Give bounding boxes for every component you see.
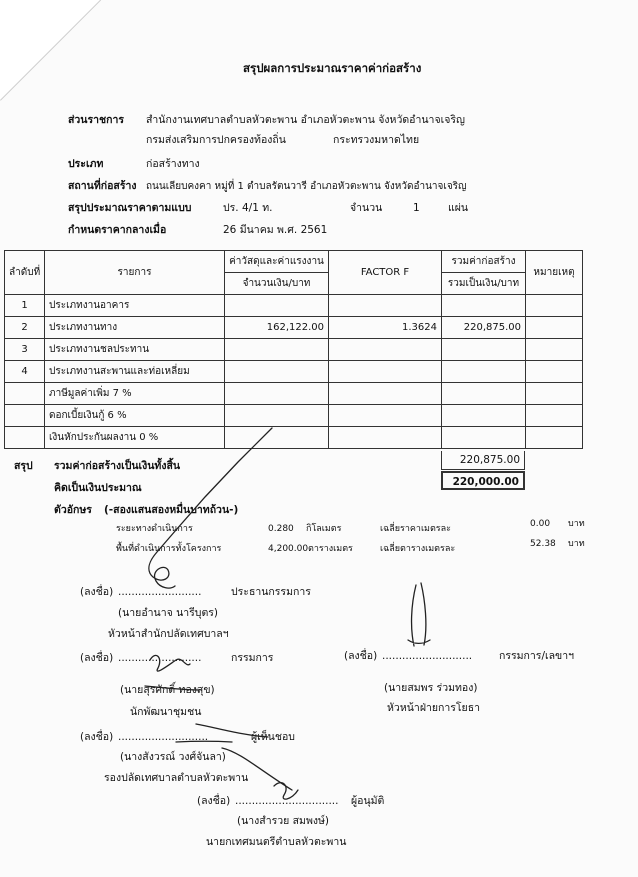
area-label: พื้นที่ดำเนินการทั้งโครงการ [116, 544, 222, 554]
row-cost [225, 361, 329, 383]
row-total [442, 383, 526, 405]
avg-km-unit: บาท [568, 519, 585, 529]
authorizer-role: ผู้อนุมัติ [351, 795, 385, 807]
row-item: ประเภทงานทาง [45, 317, 225, 339]
row-cost [225, 427, 329, 449]
row-total [442, 339, 526, 361]
secretary-title: หัวหน้าฝ่ายการโยธา [387, 702, 481, 714]
row-remark [526, 339, 583, 361]
area-unit: ตารางเมตร [308, 544, 353, 554]
approver-dots: ........................... [118, 731, 209, 743]
distance-unit: กิโลเมตร [306, 524, 342, 534]
agency-line1: สำนักงานเทศบาลตำบลหัวตะพาน อำเภอหัวตะพาน จังหวัดอำนาจเจริญ [146, 114, 465, 126]
distance-label: ระยะทางดำเนินการ [116, 524, 193, 534]
chair-dots: ......................... [118, 586, 202, 598]
qty-value: 1 [413, 202, 420, 214]
site-label: สถานที่ก่อสร้าง [68, 180, 137, 192]
header-material-cost: ค่าวัสดุและค่าแรงงาน [225, 251, 329, 273]
row-item: เงินหักประกันผลงาน 0 % [45, 427, 225, 449]
row-remark [526, 361, 583, 383]
header-total-unit: รวมเป็นเงิน/บาท [442, 273, 526, 295]
member-role: กรรมการ [231, 652, 274, 664]
summary-approx-label: คิดเป็นเงินประมาณ [54, 482, 142, 494]
row-no [5, 427, 45, 449]
row-remark [526, 405, 583, 427]
area-value: 4,200.00 [268, 544, 309, 554]
row-no: 3 [5, 339, 45, 361]
member-sign-prefix: (ลงชื่อ) [80, 652, 114, 664]
avg-km-label: เฉลี่ยราคาเมตรละ [380, 524, 451, 534]
row-cost [225, 383, 329, 405]
approver-sign-prefix: (ลงชื่อ) [80, 731, 114, 743]
header-material-unit: จำนวนเงิน/บาท [225, 273, 329, 295]
summary-total-value: 220,875.00 [441, 451, 525, 470]
agency-line2b: กระทรวงมหาดไทย [333, 134, 420, 146]
row-remark [526, 295, 583, 317]
member-dots: ......................... [118, 652, 202, 664]
row-no: 1 [5, 295, 45, 317]
table-row [5, 383, 583, 405]
authorizer-dots: ............................... [235, 795, 339, 807]
row-total [442, 361, 526, 383]
table-row [5, 405, 583, 427]
authorizer-sign-prefix: (ลงชื่อ) [197, 795, 231, 807]
table-row [5, 295, 583, 317]
document-title: สรุปผลการประมาณราคาค่าก่อสร้าง [243, 61, 422, 75]
table-row [5, 427, 583, 449]
summary-label: สรุป [14, 460, 33, 472]
authorizer-name: (นางสำรวย สมพงษ์) [237, 815, 330, 827]
member-title: นักพัฒนาชุมชน [130, 706, 202, 718]
avg-sqm-value: 52.38 [530, 539, 556, 549]
secretary-role: กรรมการ/เลขาฯ [499, 650, 574, 662]
form-label: สรุปประมาณราคาตามแบบ [68, 202, 192, 214]
secretary-sign-prefix: (ลงชื่อ) [344, 650, 378, 662]
agency-label: ส่วนราชการ [68, 114, 125, 126]
row-remark [526, 317, 583, 339]
secretary-signature-stroke [408, 583, 430, 646]
authorizer-title: นายกเทศมนตรีตำบลหัวตะพาน [206, 836, 347, 848]
table-row [5, 361, 583, 383]
secretary-name: (นายสมพร ร่วมทอง) [384, 682, 478, 694]
chair-role: ประธานกรรมการ [231, 586, 311, 598]
row-cost [225, 405, 329, 427]
chair-sign-prefix: (ลงชื่อ) [80, 586, 114, 598]
form-value: ปร. 4/1 ท. [223, 202, 273, 214]
chair-title: หัวหน้าสำนักปลัดเทศบาลฯ [108, 628, 229, 640]
member-name: (นายสุรศักดิ์ ทองสุข) [120, 684, 215, 696]
approver-role: ผู้เห็นชอบ [251, 731, 295, 743]
row-no [5, 405, 45, 427]
row-factor: 1.3624 [329, 317, 442, 339]
row-factor [329, 405, 442, 427]
row-factor [329, 339, 442, 361]
row-no: 2 [5, 317, 45, 339]
chair-name: (นายอำนาจ นารีบุตร) [118, 607, 219, 619]
row-item: ประเภทงานชลประทาน [45, 339, 225, 361]
header-item: รายการ [45, 251, 225, 295]
approver-title: รองปลัดเทศบาลตำบลหัวตะพาน [104, 772, 249, 784]
header-factor: FACTOR F [329, 251, 442, 295]
row-item: ดอกเบี้ยเงินกู้ 6 % [45, 405, 225, 427]
distance-value: 0.280 [268, 524, 294, 534]
table-row [5, 317, 583, 339]
secretary-dots: ........................... [382, 650, 473, 662]
header-total-cost: รวมค่าก่อสร้าง [442, 251, 526, 273]
header-remark: หมายเหตุ [526, 251, 583, 295]
row-factor [329, 427, 442, 449]
summary-total-label: รวมค่าก่อสร้างเป็นเงินทั้งสิ้น [54, 460, 181, 472]
row-item: ประเภทงานอาคาร [45, 295, 225, 317]
date-value: 26 มีนาคม พ.ศ. 2561 [223, 224, 328, 236]
row-total [442, 427, 526, 449]
row-factor [329, 383, 442, 405]
row-cost [225, 295, 329, 317]
estimate-table [4, 250, 583, 449]
row-no [5, 383, 45, 405]
row-total: 220,875.00 [442, 317, 526, 339]
summary-words-label: ตัวอักษร [54, 504, 92, 516]
type-value: ก่อสร้างทาง [146, 158, 200, 170]
summary-words-value: (-สองแสนสองหมื่นบาทถ้วน-) [104, 504, 239, 516]
row-no: 4 [5, 361, 45, 383]
avg-sqm-label: เฉลี่ยตารางเมตรละ [380, 544, 456, 554]
row-total [442, 405, 526, 427]
row-remark [526, 383, 583, 405]
type-label: ประเภท [68, 158, 104, 170]
row-total [442, 295, 526, 317]
date-label: กำหนดราคากลางเมื่อ [68, 224, 167, 236]
row-cost [225, 339, 329, 361]
summary-approx-value: 220,000.00 [441, 471, 525, 490]
row-remark [526, 427, 583, 449]
table-header-row [5, 251, 583, 273]
row-item: ประเภทงานสะพานและท่อเหลี่ยม [45, 361, 225, 383]
agency-line2a: กรมส่งเสริมการปกครองท้องถิ่น [146, 134, 286, 146]
table-row [5, 339, 583, 361]
qty-unit: แผ่น [448, 202, 469, 214]
row-item: ภาษีมูลค่าเพิ่ม 7 % [45, 383, 225, 405]
avg-km-value: 0.00 [530, 519, 551, 529]
site-value: ถนนเลียบคงคา หมู่ที่ 1 ตำบลรัตนวารี อำเภอหัวตะพาน จังหวัดอำนาจเจริญ [146, 181, 467, 192]
row-cost: 162,122.00 [225, 317, 329, 339]
header-no: ลำดับที่ [5, 251, 45, 295]
qty-label: จำนวน [350, 202, 383, 214]
row-factor [329, 295, 442, 317]
avg-sqm-unit: บาท [568, 539, 585, 549]
row-factor [329, 361, 442, 383]
approver-name: (นางสังวรณ์ วงศ์จันลา) [120, 751, 226, 763]
